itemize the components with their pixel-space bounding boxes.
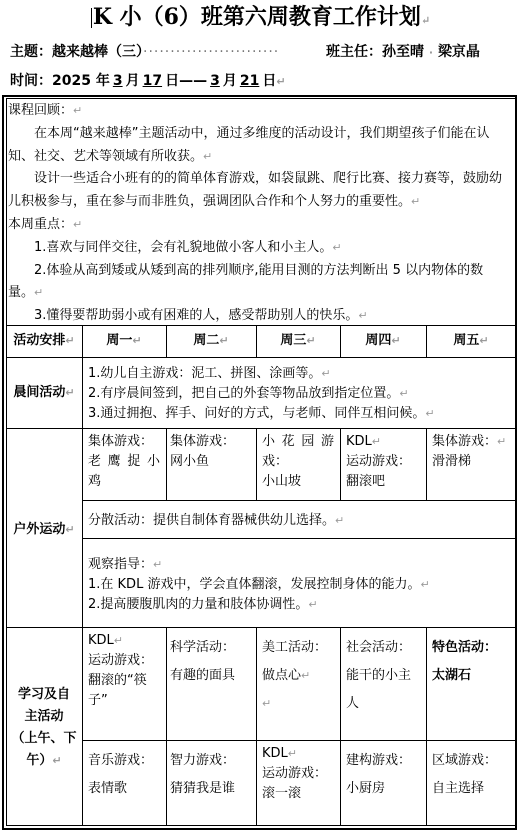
grid-line [426, 428, 427, 500]
time-line: 时间：2025 年 3 月 17 日—— 3 月 21 日↵ [10, 73, 286, 89]
course-review [8, 100, 508, 328]
scatter-activity: 分散活动：提供自制体育器械供幼儿选择。↵ [88, 513, 345, 528]
focus-item: 3.懂得要帮助弱小或有困难的人，感受帮助别人的快乐。↵ [34, 308, 368, 324]
end-day: 21 [239, 73, 260, 89]
study-fri-1: 特色活动： 太湖石 [432, 640, 498, 683]
grid-line [82, 740, 516, 741]
day-header-mon: 周一↵ [106, 333, 142, 348]
outdoor-game-fri: 集体游戏：↵ 滑滑梯 [432, 434, 507, 469]
focus-item: 2.体验从高到矮或从矮到高的排列顺序,能用目测的方法判断出 5 以内物体的数量。↵ [8, 262, 484, 301]
corner-cell: 活动安排↵ [13, 333, 75, 348]
observation-item: 2.提高腰腹肌肉的力量和肢体协调性。↵ [88, 597, 318, 612]
study-tue-1: 科学活动： 有趣的面具 [170, 640, 236, 683]
start-day: 17 [142, 73, 163, 89]
study-label: 学习及自 主活动 （上午、下 午）↵ [11, 687, 77, 768]
study-thu-2: 建构游戏： 小厨房 [346, 753, 412, 796]
outdoor-game-thu: KDL↵ 运动游戏： 翻滚吧 [346, 434, 412, 489]
page-title: K 小（6）班第六周教育工作计划↵ [92, 4, 431, 30]
grid-line [166, 428, 167, 500]
start-month: 3 [112, 73, 123, 89]
morning-item: 2.有序晨间签到，把自己的外套等物品放到指定位置。↵ [88, 386, 409, 401]
theme-line: 主题：越来越棒（三）························· 班主任：孙至晴 · 梁京晶 [10, 42, 279, 62]
grid-line [256, 627, 257, 826]
study-wed-1: 美工活动： 做点心↵ ↵ [262, 640, 328, 710]
grid-line [256, 428, 257, 500]
day-header-fri: 周五↵ [453, 333, 489, 348]
morning-item: 1.幼儿自主游戏：泥工、拼图、涂画等。↵ [88, 366, 331, 381]
review-heading: 课程回顾：↵ [8, 103, 83, 118]
review-para-1: 在本周“越来越棒”主题活动中，通过多维度的活动设计，我们期望孩子们能在认知、社交、艺术等领域有所收获。↵ [8, 125, 490, 164]
day-header-tue: 周二↵ [193, 333, 229, 348]
grid-line [82, 500, 516, 501]
text-cursor [91, 8, 92, 28]
study-tue-2: 智力游戏： 猜猜我是谁 [170, 753, 236, 796]
morning-label: 晨间活动↵ [13, 385, 75, 400]
grid-line [82, 325, 83, 826]
grid-line [340, 627, 341, 826]
end-month: 3 [210, 73, 220, 89]
outdoor-game-wed: 小花园游 戏： 小山坡 [262, 434, 334, 489]
morning-item: 3.通过拥抱、挥手、问好的方式，与老师、同伴互相问候。↵ [88, 406, 435, 421]
focus-item: 1.喜欢与同伴交往，会有礼貌地做小客人和小主人。↵ [34, 239, 342, 255]
outdoor-label: 户外运动↵ [13, 522, 75, 537]
outdoor-game-tue: 集体游戏： 网小鱼 [170, 434, 236, 469]
teacher-info: 班主任：孙至晴 · 梁京晶 [326, 44, 480, 60]
morning-activities [88, 364, 513, 424]
study-fri-2: 区域游戏： 自主选择 [432, 753, 498, 796]
focus-heading: 本周重点：↵ [8, 216, 83, 232]
study-mon-1: KDL↵ 运动游戏： 翻滚的“筷 子” [88, 633, 154, 708]
observation-item: 1.在 KDL 游戏中，学会直体翻滚，发展控制身体的能力。↵ [88, 577, 430, 592]
day-header-wed: 周三↵ [280, 333, 316, 348]
grid-line [82, 538, 516, 539]
outdoor-game-mon: 集体游戏： 老鹰捉小 鸡 [88, 434, 160, 489]
review-para-2: 设计一些适合小班有的的简单体育游戏，如袋鼠跳、爬行比赛、接力赛等，鼓励幼儿积极参与，重在参与而非胜负，强调团队合作和个人努力的重要性。↵ [8, 171, 503, 210]
grid-line [166, 627, 167, 826]
grid-line [340, 428, 341, 500]
theme-label: 主题：越来越棒（三） [10, 44, 143, 60]
day-header-thu: 周四↵ [365, 333, 401, 348]
observation-guidance: 观察指导：↵ 1.在 KDL 游戏中，学会直体翻滚，发展控制身体的能力。↵ 2.提高腰腹肌肉的力量和肢体协调性。↵ [88, 555, 513, 615]
study-thu-1: 社会活动： 能干的小主 人 [346, 640, 412, 711]
study-wed-2: KDL↵ 运动游戏： 滚一滚 [262, 746, 328, 801]
grid-line [426, 627, 427, 826]
study-mon-2: 音乐游戏： 表情歌 [88, 753, 154, 796]
